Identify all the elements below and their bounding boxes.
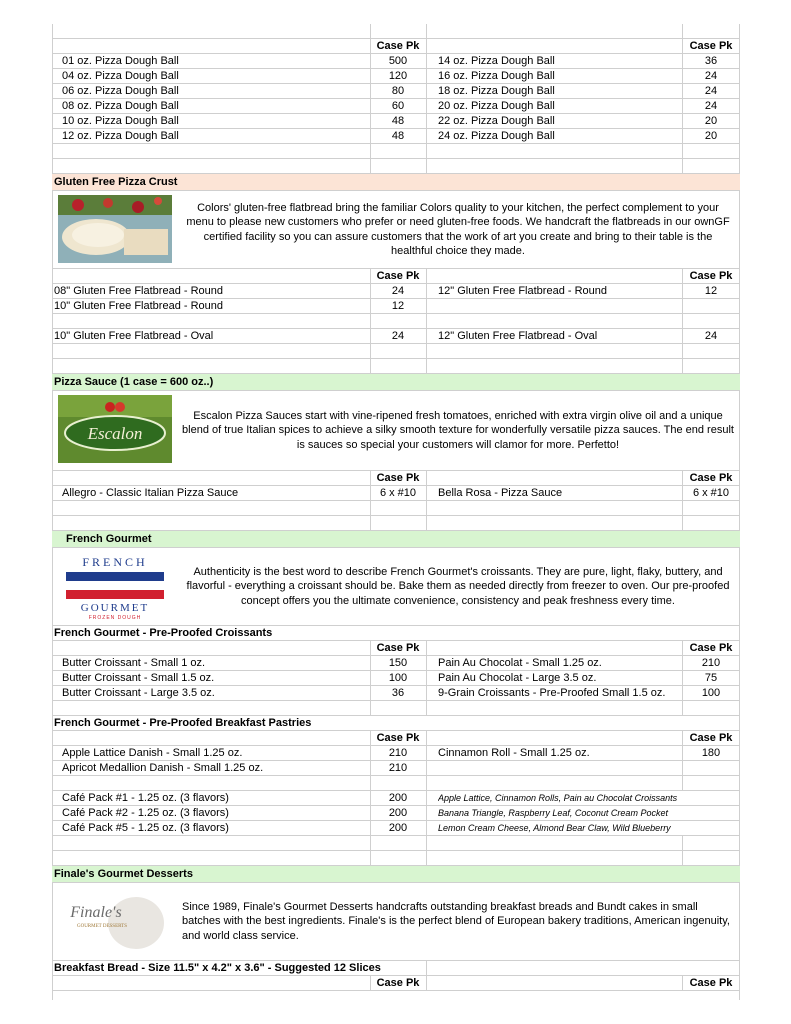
finale-description: Since 1989, Finale's Gourmet Desserts handcrafts outstanding breakfast breads and Bundt cakes in small batches with the best ingredients. Finale's is the perfect blend of European bakery traditions, American ingenuity, and world class service.: [182, 900, 730, 942]
product-name: 08 oz. Pizza Dough Ball: [62, 100, 179, 112]
case-qty: 210: [388, 747, 408, 759]
case-qty: 80: [391, 85, 405, 97]
case-pk-header: Case Pk: [689, 977, 733, 989]
blank-row: [52, 701, 740, 716]
french-description: Authenticity is the best word to describe French Gourmet's croissants. They are pure, light, flaky, buttery, and flavorful - everything a croissant should be. Bake them as needed directly from freezer to oven. Our pre-proofed concept offers you the ultimate convenience, consistency and peak freshness every time.: [186, 565, 730, 607]
table-row: [52, 806, 740, 821]
case-qty: 210: [388, 762, 408, 774]
case-qty: 100: [388, 672, 408, 684]
product-name: Apple Lattice Danish - Small 1.25 oz.: [62, 747, 243, 759]
product-name: Pain Au Chocolat - Large 3.5 oz.: [438, 672, 597, 684]
case-qty: 20: [704, 130, 718, 142]
product-name: 10" Gluten Free Flatbread - Round: [54, 300, 223, 312]
sauce-description-block: [52, 391, 740, 471]
product-name: Apricot Medallion Danish - Small 1.25 oz.: [62, 762, 264, 774]
case-pk-header: Case Pk: [376, 270, 420, 282]
flavor-list: Banana Triangle, Raspberry Leaf, Coconut Cream Pocket: [438, 808, 668, 818]
product-name: Butter Croissant - Small 1.5 oz.: [62, 672, 215, 684]
blank-row: [52, 359, 740, 374]
product-name: 12" Gluten Free Flatbread - Round: [438, 285, 607, 297]
table-row: [52, 791, 740, 806]
french-description-block: [52, 548, 740, 626]
subsection-title-row: [52, 961, 740, 976]
case-qty: 500: [388, 55, 408, 67]
table-row: [52, 656, 740, 671]
flavor-list: Lemon Cream Cheese, Almond Bear Claw, Wild Blueberry: [438, 823, 671, 833]
table-row: [52, 686, 740, 701]
bread-header-row: [52, 976, 740, 991]
french-logo-bottom: GOURMET: [80, 602, 150, 614]
section-title-gluten-free: Gluten Free Pizza Crust: [52, 174, 740, 191]
section-title-french-gourmet: French Gourmet: [52, 531, 740, 548]
product-name: Café Pack #1 - 1.25 oz. (3 flavors): [62, 792, 229, 804]
gluten-free-header-row: [52, 269, 740, 284]
table-row: [52, 486, 740, 501]
case-qty: 12: [704, 285, 718, 297]
finale-description-block: [52, 883, 740, 961]
price-sheet: [52, 24, 740, 991]
table-row: [52, 299, 740, 314]
blank-row: [52, 516, 740, 531]
case-pk-header: Case Pk: [689, 270, 733, 282]
gluten-free-description-block: [52, 191, 740, 269]
section-title-finales: Finale's Gourmet Desserts: [52, 866, 740, 883]
case-qty: 180: [701, 747, 721, 759]
blank-row: [52, 344, 740, 359]
case-qty: 12: [391, 300, 405, 312]
blank-row: [52, 159, 740, 174]
product-name: 08" Gluten Free Flatbread - Round: [54, 285, 223, 297]
case-pk-header: Case Pk: [689, 40, 733, 52]
case-qty: 210: [701, 657, 721, 669]
sauce-header-row: [52, 471, 740, 486]
case-pk-header: Case Pk: [689, 472, 733, 484]
blank-row: [52, 501, 740, 516]
gluten-free-flatbread-photo: [58, 195, 172, 263]
product-name: 22 oz. Pizza Dough Ball: [438, 115, 555, 127]
blank-row: [52, 24, 740, 39]
table-row: [52, 761, 740, 776]
case-qty: 24: [704, 330, 718, 342]
product-name: Butter Croissant - Large 3.5 oz.: [62, 687, 215, 699]
product-name: 10 oz. Pizza Dough Ball: [62, 115, 179, 127]
croissants-title: French Gourmet - Pre-Proofed Croissants: [54, 627, 273, 639]
blank-row: [52, 144, 740, 159]
finales-logo-text: Finale's: [70, 904, 122, 921]
case-qty: 36: [704, 55, 718, 67]
finales-logo-sub: GOURMET DESSERTS: [76, 924, 128, 929]
subsection-title-row: [52, 716, 740, 731]
table-row: [52, 129, 740, 144]
table-row: [52, 69, 740, 84]
table-row: [52, 746, 740, 761]
section-title-pizza-sauce: Pizza Sauce (1 case = 600 oz..): [52, 374, 740, 391]
case-qty: 24: [391, 330, 405, 342]
gluten-free-description: Colors' gluten-free flatbread bring the familiar Colors quality to your kitchen, the perfect complement to your menu to please new customers who prefer or need gluten-free foods. We handcraft the flatbreads in our ownGF certified facility so you can assure customers that the work of art you create and bring to their table is the healthful choice they made.: [186, 201, 730, 257]
case-pk-header: Case Pk: [376, 40, 420, 52]
product-name: 9-Grain Croissants - Pre-Proofed Small 1.5 oz.: [438, 687, 666, 699]
case-qty: 20: [704, 115, 718, 127]
product-name: 10" Gluten Free Flatbread - Oval: [54, 330, 214, 342]
dough-header-row: [52, 39, 740, 54]
product-name: Café Pack #5 - 1.25 oz. (3 flavors): [62, 822, 229, 834]
case-pk-header: Case Pk: [376, 977, 420, 989]
case-qty: 24: [704, 70, 718, 82]
blank-row: [52, 314, 740, 329]
blank-row: [52, 776, 740, 791]
product-name: Bella Rosa - Pizza Sauce: [438, 487, 563, 499]
croissants-header-row: [52, 641, 740, 656]
product-name: 01 oz. Pizza Dough Ball: [62, 55, 179, 67]
flavor-list: Apple Lattice, Cinnamon Rolls, Pain au Chocolat Croissants: [438, 793, 678, 803]
case-qty: 200: [388, 822, 408, 834]
table-row: [52, 329, 740, 344]
case-qty: 150: [388, 657, 408, 669]
french-logo-sub: FROZEN DOUGH: [88, 615, 142, 620]
table-row: [52, 821, 740, 836]
product-name: 24 oz. Pizza Dough Ball: [438, 130, 555, 142]
case-qty: 24: [704, 100, 718, 112]
case-pk-header: Case Pk: [376, 732, 420, 744]
escalon-logo: [58, 395, 172, 463]
case-qty: 6 x #10: [692, 487, 730, 499]
table-row: [52, 84, 740, 99]
french-gourmet-logo: [58, 552, 172, 620]
product-name: Allegro - Classic Italian Pizza Sauce: [62, 487, 239, 499]
product-name: 12 oz. Pizza Dough Ball: [62, 130, 179, 142]
product-name: Cinnamon Roll - Small 1.25 oz.: [438, 747, 590, 759]
table-row: [52, 114, 740, 129]
case-qty: 200: [388, 807, 408, 819]
subsection-title-row: [52, 626, 740, 641]
table-row: [52, 284, 740, 299]
case-qty: 36: [391, 687, 405, 699]
french-logo-top: FRENCH: [82, 555, 148, 569]
product-name: 18 oz. Pizza Dough Ball: [438, 85, 555, 97]
table-row: [52, 99, 740, 114]
breakfast-bread-title: Breakfast Bread - Size 11.5" x 4.2" x 3.6" - Suggested 12 Slices: [54, 962, 381, 974]
case-pk-header: Case Pk: [689, 732, 733, 744]
case-qty: 60: [391, 100, 405, 112]
product-name: 20 oz. Pizza Dough Ball: [438, 100, 555, 112]
case-qty: 6 x #10: [379, 487, 417, 499]
pastries-title: French Gourmet - Pre-Proofed Breakfast Pastries: [54, 717, 312, 729]
product-name: 14 oz. Pizza Dough Ball: [438, 55, 555, 67]
case-pk-header: Case Pk: [376, 642, 420, 654]
table-row: [52, 671, 740, 686]
case-pk-header: Case Pk: [689, 642, 733, 654]
product-name: Café Pack #2 - 1.25 oz. (3 flavors): [62, 807, 229, 819]
pastries-header-row: [52, 731, 740, 746]
case-qty: 24: [391, 285, 405, 297]
blank-row: [52, 851, 740, 866]
case-qty: 24: [704, 85, 718, 97]
case-qty: 75: [704, 672, 718, 684]
product-name: 04 oz. Pizza Dough Ball: [62, 70, 179, 82]
product-name: 12" Gluten Free Flatbread - Oval: [438, 330, 598, 342]
finales-logo: [58, 887, 172, 955]
case-qty: 48: [391, 115, 405, 127]
case-qty: 200: [388, 792, 408, 804]
sauce-description: Escalon Pizza Sauces start with vine-ripened fresh tomatoes, enriched with extra virgin olive oil and a unique blend of true Italian spices to achieve a silky smooth texture for wonderfully versatile pizza sauces. The end result is sauces so special your customers will clamor for more. Perfetto!: [182, 409, 734, 451]
escalon-logo-text: Escalon: [87, 424, 143, 443]
case-pk-header: Case Pk: [376, 472, 420, 484]
product-name: Butter Croissant - Small 1 oz.: [62, 657, 206, 669]
product-name: Pain Au Chocolat - Small 1.25 oz.: [438, 657, 602, 669]
product-name: 16 oz. Pizza Dough Ball: [438, 70, 555, 82]
case-qty: 48: [391, 130, 405, 142]
case-qty: 100: [701, 687, 721, 699]
table-row: [52, 54, 740, 69]
product-name: 06 oz. Pizza Dough Ball: [62, 85, 179, 97]
blank-row: [52, 836, 740, 851]
case-qty: 120: [388, 70, 408, 82]
